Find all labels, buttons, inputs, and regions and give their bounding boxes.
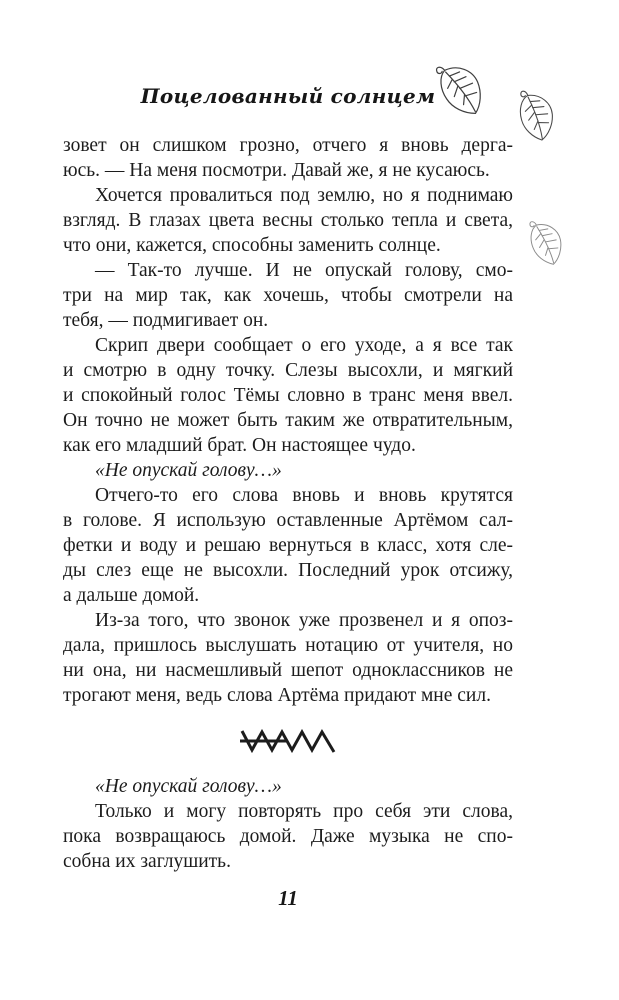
text-line: трогают меня, ведь слова Артёма придают мне сил. [63,685,491,706]
text-line: что они, кажется, способны заменить солнце. [63,235,441,256]
text-line: Из-за того, что звонок уже прозвенел и я опоз- [95,610,513,631]
leaf-icon [432,61,488,120]
text-line: дала, пришлось выслушать нотацию от учителя, но [63,635,513,656]
paragraph [63,774,513,799]
text-line: «Не опускай голову…» [95,776,282,797]
text-line: три на мир так, как хочешь, чтобы смотрели на [63,285,513,306]
paragraph [63,483,513,608]
text-line: и смотрю в одну точку. Слезы высохли, и мягкий [63,360,513,381]
paragraph [63,183,513,258]
paragraph [63,133,513,183]
zigzag-scene-break-icon [240,729,336,753]
text-line: и спокойный голос Тёмы словно в транс меня ввел. [63,385,513,406]
scene-break [63,708,513,774]
text-line: Хочется провалиться под землю, но я поднимаю [95,185,513,206]
text-line: а дальше домой. [63,585,200,606]
paragraph [63,333,513,458]
paragraph [63,799,513,874]
text-line: Только и могу повторять про себя эти слова, [95,801,513,822]
text-line: тебя, — подмигивает он. [63,310,269,331]
paragraph [63,458,513,483]
text-line: — Так-то лучше. И не опускай голову, смо- [95,260,513,281]
text-line: юсь. — На меня посмотри. Давай же, я не кусаюсь. [63,160,490,181]
text-line: ни она, ни насмешливый шепот одноклассников не [63,660,513,681]
text-line: Скрип двери сообщает о его уходе, а я все так [95,335,513,356]
text-line: зовет он слишком грозно, отчего я вновь дерга- [63,135,513,156]
text-line: собна их заглушить. [63,851,231,872]
text-line: «Не опускай голову…» [95,460,282,481]
paragraph [63,258,513,333]
paragraph [63,608,513,708]
leaf-icon [507,87,564,147]
text-line: как его младший брат. Он настоящее чудо. [63,435,416,456]
text-line: пока возвращаюсь домой. Даже музыка не спо- [63,826,513,847]
text-line: фетки и воду и решаю вернуться в класс, хотя сле- [63,535,513,556]
text-line: в голове. Я использую оставленные Артёмом сал- [63,510,513,531]
text-line: Он точно не может быть таким же отвратительным, [63,410,513,431]
text-line: Отчего-то его слова вновь и вновь крутятся [95,485,513,506]
page-number: 11 [278,886,298,910]
running-head: Поцелованный солнцем [140,84,436,108]
text-line: взгляд. В глазах цвета весны столько тепла и света, [63,210,513,231]
leaf-icon [521,218,569,269]
text-line: ды слез еще не высохли. Последний урок отсижу, [63,560,513,581]
body-text [63,133,513,874]
